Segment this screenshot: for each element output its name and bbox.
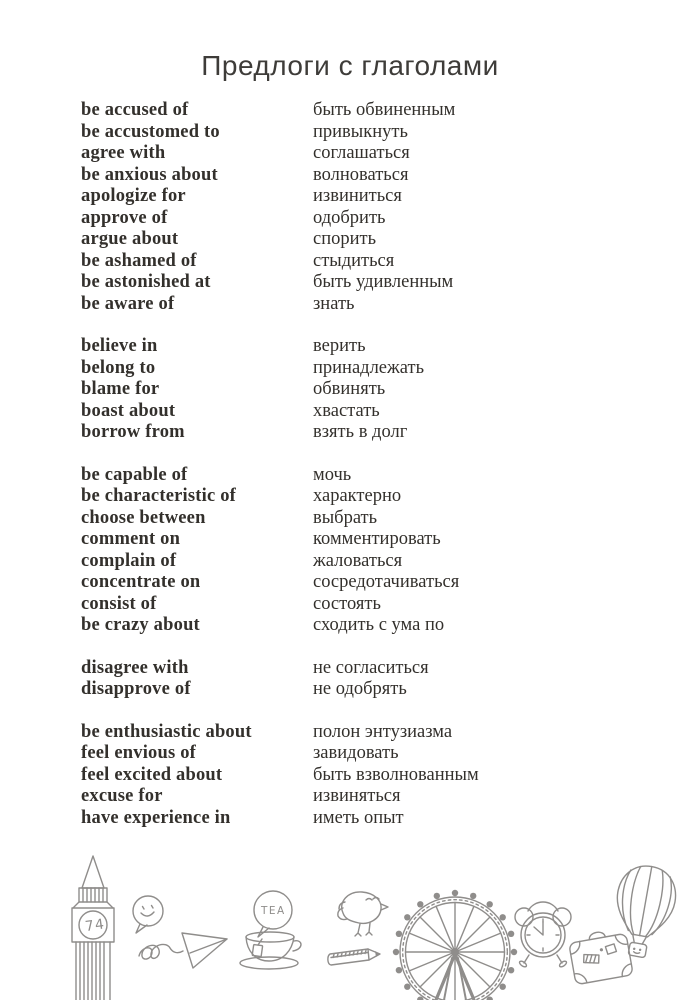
translation: соглашаться xyxy=(313,143,410,163)
vocab-row xyxy=(81,679,641,701)
verb-phrase: be characteristic of xyxy=(81,486,237,506)
vocab-row xyxy=(81,208,641,230)
vocab-group xyxy=(81,658,641,701)
translation: верить xyxy=(313,336,366,356)
vocab-row xyxy=(81,743,641,765)
vocab-row xyxy=(81,122,641,144)
paper-plane-icon xyxy=(182,933,227,968)
translation: полон энтузиазма xyxy=(313,721,453,742)
vocab-group xyxy=(81,100,641,315)
vocab-row xyxy=(81,336,641,358)
translation: характерно xyxy=(313,486,402,506)
verb-phrase: agree with xyxy=(81,143,166,163)
smiley-speech-bubble-icon xyxy=(133,896,163,933)
translation: жаловаться xyxy=(313,550,403,571)
vocab-row xyxy=(81,422,641,444)
vocab-group xyxy=(81,465,641,637)
verb-phrase: be accused of xyxy=(81,100,189,120)
vocab-row xyxy=(81,165,641,187)
vocab-row xyxy=(81,143,641,165)
big-ben-icon xyxy=(72,856,114,1000)
vocab-row xyxy=(81,186,641,208)
vocab-row xyxy=(81,251,641,273)
pencil-icon xyxy=(328,949,380,965)
translation: стыдиться xyxy=(313,250,395,271)
translation: хвастать xyxy=(313,400,380,421)
translation: сходить с ума по xyxy=(313,615,445,635)
verb-phrase: be aware of xyxy=(81,293,175,314)
vocab-row xyxy=(81,272,641,294)
vocab-row xyxy=(81,765,641,787)
verb-phrase: be capable of xyxy=(81,464,188,485)
vocab-row xyxy=(81,786,641,808)
vocab-row xyxy=(81,551,641,573)
vocab-row xyxy=(81,358,641,380)
verb-phrase: disapprove of xyxy=(81,679,191,699)
vocab-row xyxy=(81,508,641,530)
vocab-row xyxy=(81,401,641,423)
verb-phrase: borrow from xyxy=(81,422,185,442)
verb-phrase: consist of xyxy=(81,593,157,614)
verb-phrase: be enthusiastic about xyxy=(81,721,252,742)
vocab-row xyxy=(81,658,641,680)
vocab-row xyxy=(81,294,641,316)
vocab-list xyxy=(81,100,641,850)
verb-phrase: blame for xyxy=(81,379,160,399)
verb-phrase: excuse for xyxy=(81,786,163,806)
vocab-row xyxy=(81,594,641,616)
page-title: Предлоги с глаголами xyxy=(201,50,499,81)
verb-phrase: feel envious of xyxy=(81,743,197,763)
translation: обвинять xyxy=(313,379,386,399)
translation: не согласиться xyxy=(313,657,429,678)
verb-phrase: complain of xyxy=(81,550,177,571)
vocab-row xyxy=(81,229,641,251)
verb-phrase: be crazy about xyxy=(81,615,200,635)
translation: выбрать xyxy=(313,507,378,528)
vocab-group xyxy=(81,336,641,444)
translation: комментировать xyxy=(313,529,441,549)
doodle-band xyxy=(0,850,700,1000)
hot-air-balloon-icon xyxy=(607,862,680,962)
translation: одобрить xyxy=(313,207,386,228)
vocab-row xyxy=(81,615,641,637)
translation: взять в долг xyxy=(313,422,408,442)
verb-phrase: concentrate on xyxy=(81,572,201,592)
verb-phrase: disagree with xyxy=(81,657,189,678)
vocab-row xyxy=(81,808,641,830)
vocab-row xyxy=(81,486,641,508)
translation: мочь xyxy=(313,464,352,485)
translation: иметь опыт xyxy=(313,807,404,828)
verb-phrase: be ashamed of xyxy=(81,250,197,271)
bird-icon xyxy=(338,892,388,936)
translation: волноваться xyxy=(313,164,409,185)
verb-phrase: apologize for xyxy=(81,186,186,206)
tea-bubble-label: TEA xyxy=(261,905,286,917)
translation: знать xyxy=(313,293,355,314)
translation: принадлежать xyxy=(313,357,425,378)
translation: быть обвиненным xyxy=(313,100,456,120)
verb-phrase: comment on xyxy=(81,529,181,549)
translation: извиниться xyxy=(313,186,402,206)
verb-phrase: feel excited about xyxy=(81,764,223,785)
verb-phrase: belong to xyxy=(81,357,156,378)
vocab-row xyxy=(81,529,641,551)
translation: сосредотачиваться xyxy=(313,572,460,592)
verb-phrase: argue about xyxy=(81,229,179,249)
vocab-row xyxy=(81,379,641,401)
squiggle-icon xyxy=(139,944,183,959)
ferris-wheel-icon xyxy=(393,890,517,1000)
alarm-clock-icon xyxy=(515,902,571,968)
verb-phrase: choose between xyxy=(81,507,206,528)
translation: извиняться xyxy=(313,786,401,806)
bigben-clock-number: 74 xyxy=(84,916,106,936)
verb-phrase: boast about xyxy=(81,400,176,421)
translation: не одобрять xyxy=(313,679,407,699)
vocab-row xyxy=(81,572,641,594)
verb-phrase: be astonished at xyxy=(81,272,211,292)
verb-phrase: have experience in xyxy=(81,807,231,828)
suitcase-icon xyxy=(568,927,633,984)
verb-phrase: be anxious about xyxy=(81,164,218,185)
translation: спорить xyxy=(313,229,377,249)
vocab-group xyxy=(81,722,641,830)
vocab-row xyxy=(81,100,641,122)
translation: привыкнуть xyxy=(313,121,408,142)
verb-phrase: be accustomed to xyxy=(81,121,220,142)
verb-phrase: approve of xyxy=(81,207,168,228)
tea-cup-icon xyxy=(240,891,301,969)
vocab-row xyxy=(81,722,641,744)
translation: завидовать xyxy=(313,743,399,763)
vocab-row xyxy=(81,465,641,487)
verb-phrase: believe in xyxy=(81,336,158,356)
translation: состоять xyxy=(313,593,381,614)
translation: быть взволнованным xyxy=(313,764,479,785)
translation: быть удивленным xyxy=(313,272,454,292)
